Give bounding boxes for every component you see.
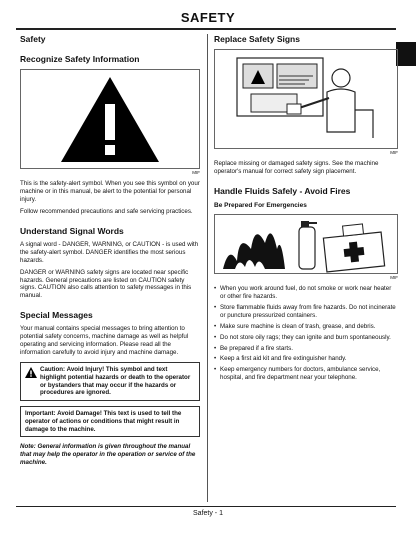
signal-paragraph-2: DANGER or WARNING safety signs are located near specific hazards. General precautions are listed on CAUTION safety signs. CAUTION also calls attention to safety messages in this manual. bbox=[20, 268, 192, 300]
list-item: • Store flammable fluids away from fire hazards. Do not incinerate or puncture pressurized containers. bbox=[214, 304, 398, 320]
list-item: • When you work around fuel, do not smoke or work near heater or other fire hazards. bbox=[214, 285, 398, 301]
caution-callout bbox=[20, 362, 200, 401]
figure-code: MIF bbox=[192, 170, 200, 175]
note-text: Note: General information is given throughout the manual that may help the operator in the operation or service of the machine. bbox=[20, 443, 196, 466]
important-text: Important: Avoid Damage! This text is used to tell the operator of actions or conditions that might result in damage to the machine. bbox=[25, 410, 182, 433]
recognize-heading: Recognize Safety Information bbox=[20, 54, 140, 64]
special-paragraph-1: Your manual contains special messages to bring attention to potential safety concerns, machine damage as well as helpful operating and servicing information. Please read all the information carefully to avoid injury and machine damage. bbox=[20, 325, 189, 357]
replace-signs-figure bbox=[214, 49, 398, 149]
list-item: • Keep a first aid kit and fire extinguisher handy. bbox=[214, 355, 398, 363]
emergencies-subheading: Be Prepared For Emergencies bbox=[214, 201, 307, 209]
signal-paragraph-1: A signal word - DANGER, WARNING, or CAUTION - is used with the safety-alert symbol. DANGER identifies the most serious hazards. bbox=[20, 240, 199, 264]
right-column bbox=[214, 34, 398, 385]
fluids-heading: Handle Fluids Safely - Avoid Fires bbox=[214, 185, 351, 196]
fire-safety-list bbox=[214, 285, 398, 382]
left-column bbox=[20, 34, 200, 467]
caution-text: Caution: Avoid Injury! This symbol and text highlight potential hazards or death to the operator or bystanders that may occur if the hazards or procedures are ignored. bbox=[40, 366, 191, 397]
fire-and-first-aid-illustration-icon bbox=[215, 215, 397, 273]
footer-rule bbox=[16, 506, 396, 507]
list-item: • Be prepared if a fire starts. bbox=[214, 345, 398, 353]
important-callout bbox=[20, 406, 200, 437]
page-footer: Safety - 1 bbox=[193, 510, 223, 517]
header-rule bbox=[16, 28, 396, 30]
replace-paragraph: Replace missing or damaged safety signs. See the machine operator's manual for correct safety sign placement. bbox=[214, 160, 379, 175]
special-messages-heading: Special Messages bbox=[20, 310, 93, 321]
safety-alert-symbol-icon bbox=[21, 70, 199, 168]
column-divider bbox=[207, 34, 208, 502]
list-item: • Do not store oily rags; they can ignite and burn spontaneously. bbox=[214, 334, 398, 342]
recognize-paragraph-2: Follow recommended precautions and safe servicing practices. bbox=[20, 207, 193, 215]
recognize-paragraph-1: This is the safety-alert symbol. When you see this symbol on your machine or in this manual, be alert to the potential for personal injury. bbox=[20, 180, 200, 203]
warning-triangle-icon bbox=[25, 367, 37, 378]
signal-words-heading: Understand Signal Words bbox=[20, 225, 124, 236]
list-item: • Keep emergency numbers for doctors, ambulance service, hospital, and fire department near your telephone. bbox=[214, 366, 398, 382]
list-item: • Make sure machine is clean of trash, grease, and debris. bbox=[214, 323, 398, 331]
replace-signs-heading: Replace Safety Signs bbox=[214, 34, 300, 44]
figure-code: MIF bbox=[390, 274, 398, 280]
sign-placement-illustration-icon bbox=[215, 50, 397, 148]
page-title: SAFETY bbox=[180, 10, 236, 25]
section-tab-marker bbox=[396, 42, 416, 66]
safety-alert-figure bbox=[20, 69, 200, 169]
safety-heading: Safety bbox=[20, 34, 46, 44]
fire-emergency-figure bbox=[214, 214, 398, 274]
figure-code: MIF bbox=[390, 150, 398, 155]
